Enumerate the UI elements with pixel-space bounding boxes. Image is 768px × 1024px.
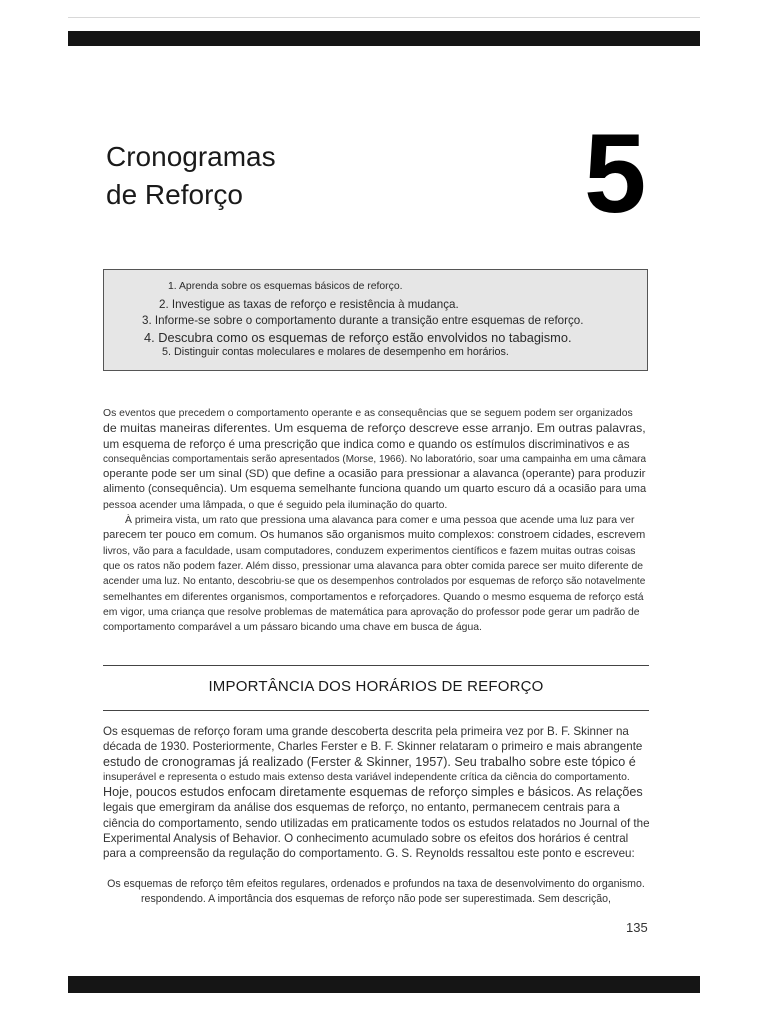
text-line: acender uma luz. No entanto, descobriu-se que os desempenhos controlados por esquemas de reforço são notavelmente: [103, 576, 646, 588]
section-paragraph: [103, 724, 651, 862]
text-line: que os ratos não podem fazer. Além disso, pressionar uma alavanca para obter comida parece ser muito diferente de: [103, 560, 644, 572]
chapter-title-line-2: de Reforço: [106, 179, 243, 210]
text-line: Hoje, poucos estudos enfocam diretamente esquemas de reforço simples e básicos. As relações: [103, 785, 643, 800]
quote-line: Os esquemas de reforço têm efeitos regulares, ordenados e profundos na taxa de desenvolvimento do organismo.: [107, 878, 645, 890]
text-line: comportamento comparável a um pássaro bicando uma chave em busca de água.: [103, 622, 482, 634]
text-line: década de 1930. Posteriormente, Charles Ferster e B. F. Skinner relataram o primeiro e mais abrangente: [103, 740, 643, 754]
text-line: de muitas maneiras diferentes. Um esquema de reforço descreve esse arranjo. Em outras palavras,: [103, 421, 646, 436]
objective-item: 3. Informe-se sobre o comportamento durante a transição entre esquemas de reforço.: [142, 314, 584, 327]
header-bar: [68, 31, 700, 46]
chapter-title: [106, 138, 276, 214]
section-rule-top: [103, 665, 649, 666]
chapter-number: 5: [584, 111, 647, 236]
objective-item: 2. Investigue as taxas de reforço e resistência à mudança.: [159, 298, 459, 311]
objective-item: 5. Distinguir contas moleculares e molares de desempenho em horários.: [162, 346, 509, 358]
text-line: pessoa acender uma lâmpada, o que é seguido pela iluminação do quarto.: [103, 499, 448, 511]
text-line: estudo de cronogramas já realizado (Ferster & Skinner, 1957). Seu trabalho sobre este tópico é: [103, 754, 636, 769]
text-line: legais que emergiram da análise dos esquemas de reforço, no entanto, permanecem centrais para a: [103, 801, 620, 815]
text-line: ciência do comportamento, sendo utilizadas em praticamente todos os estudos relatados no Journal of the: [103, 816, 650, 830]
text-line: um esquema de reforço é uma prescrição que indica como e quando os estímulos discriminativos e as: [103, 437, 630, 451]
top-thin-rule: [68, 17, 700, 18]
text-line: parecem ter pouco em comum. Os humanos são organismos muito complexos: constroem cidades, escrevem: [103, 529, 646, 542]
objective-item: 4. Descubra como os esquemas de reforço estão envolvidos no tabagismo.: [144, 330, 572, 345]
text-line: consequências comportamentais serão apresentados (Morse, 1966). No laboratório, soar uma campainha em uma câmara: [103, 453, 647, 465]
text-line: Experimental Analysis of Behavior. O conhecimento acumulado sobre os efeitos dos horários é central: [103, 832, 629, 846]
text-line: em vigor, uma criança que resolve problemas de matemática para aprovação do professor pode gerar um padrão de: [103, 606, 640, 618]
block-quote: [103, 877, 649, 907]
objective-item: 1. Aprenda sobre os esquemas básicos de reforço.: [168, 281, 403, 292]
learning-objectives-box: [103, 269, 648, 371]
text-line: operante pode ser um sinal (SD) que define a ocasião para pressionar a alavanca (operante) para produzir: [103, 468, 646, 481]
text-line: para a compreensão da regulação do comportamento. G. S. Reynolds ressaltou este ponto e escreveu:: [103, 847, 635, 861]
text-line: Os esquemas de reforço foram uma grande descoberta descrita pela primeira vez por B. F. Skinner na: [103, 725, 629, 738]
page-number: 135: [626, 920, 648, 935]
text-line: À primeira vista, um rato que pressiona uma alavanca para comer e uma pessoa que acende uma luz para ver: [125, 515, 635, 527]
quote-line: respondendo. A importância dos esquemas de reforço não pode ser superestimada. Sem descrição,: [141, 893, 611, 905]
text-line: livros, vão para a faculdade, usam computadores, conduzem experimentos científicos e fazem muitas outras coisas: [103, 545, 636, 557]
intro-paragraph: [103, 406, 651, 635]
section-heading: IMPORTÂNCIA DOS HORÁRIOS DE REFORÇO: [208, 678, 544, 695]
text-line: Os eventos que precedem o comportamento operante e as consequências que se seguem podem ser organizados: [103, 408, 633, 419]
text-line: insuperável e representa o estudo mais extenso desta variável independente crítica da ciência do comportamento.: [103, 771, 630, 783]
text-line: alimento (consequência). Um esquema semelhante funciona quando um quarto escuro dá a ocasião para uma: [103, 483, 647, 496]
section-rule-bottom: [103, 710, 649, 711]
footer-bar: [68, 976, 700, 993]
chapter-title-line-1: Cronogramas: [106, 141, 276, 172]
text-line: semelhantes em diferentes organismos, comportamentos e reforçadores. Quando o mesmo esquema de reforço está: [103, 591, 644, 603]
